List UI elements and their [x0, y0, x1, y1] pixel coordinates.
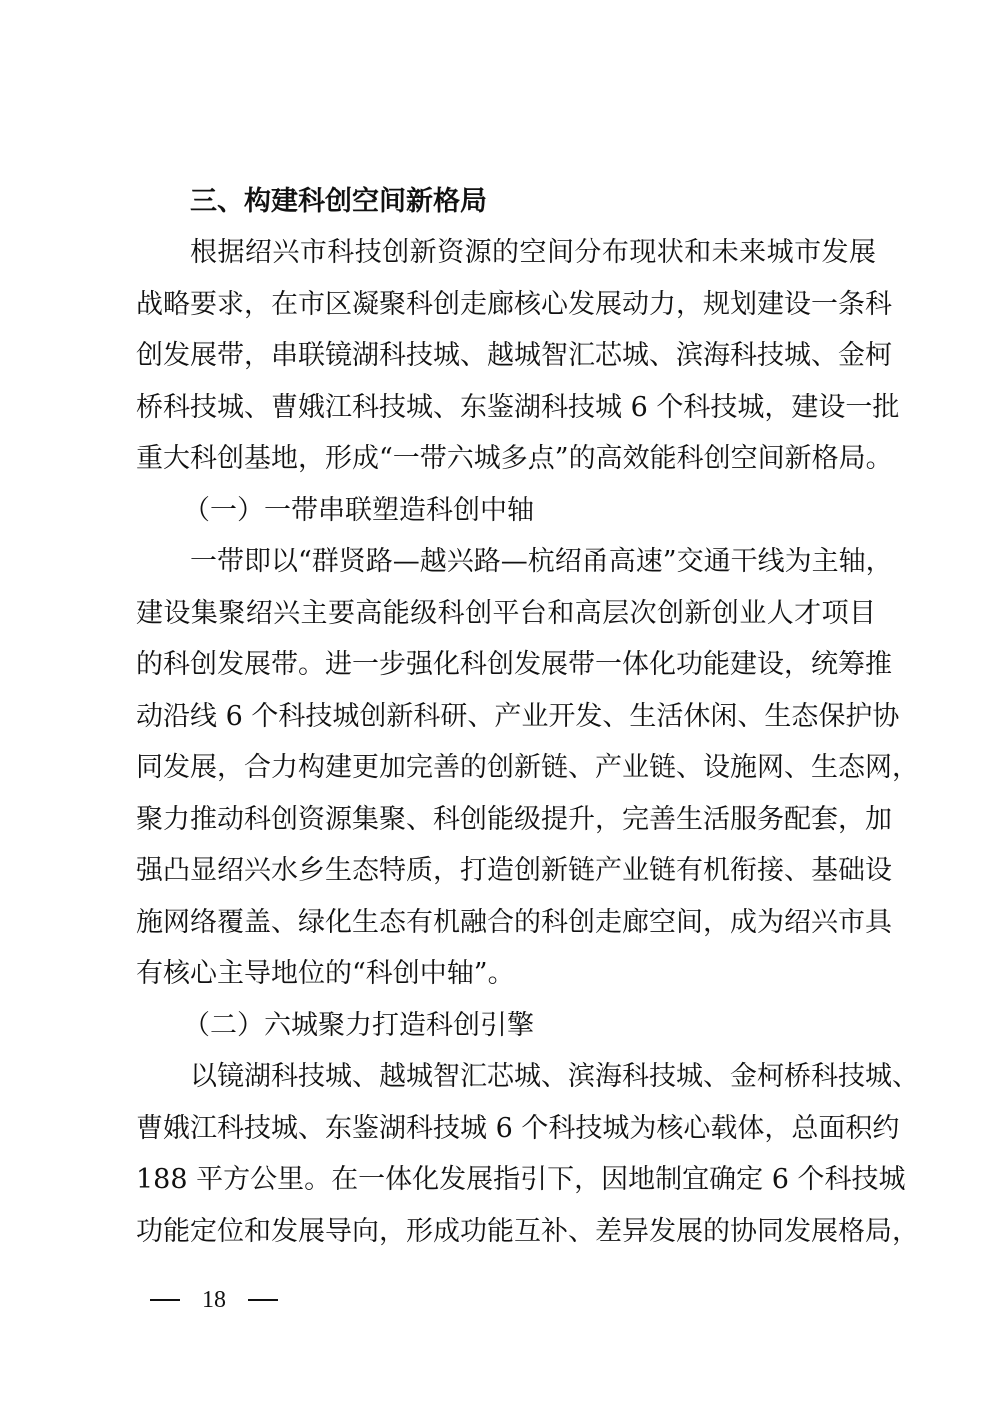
dash-right — [248, 1299, 278, 1301]
paragraph-line: 188 平方公里。在一体化发展指引下，因地制宜确定 6 个科技城 — [136, 1164, 906, 1195]
page-footer — [150, 1282, 278, 1318]
paragraph-line: 施网络覆盖、绿化生态有机融合的科创走廊空间，成为绍兴市具 — [136, 907, 892, 938]
paragraph-line: 战略要求，在市区凝聚科创走廊核心发展动力，规划建设一条科 — [136, 289, 892, 320]
paragraph-line: 重大科创基地，形成“一带六城多点”的高效能科创空间新格局。 — [136, 443, 893, 474]
paragraph-line: 有核心主导地位的“科创中轴”。 — [136, 958, 515, 989]
paragraph-line: 聚力推动科创资源集聚、科创能级提升，完善生活服务配套，加 — [136, 804, 892, 835]
subsection-heading: （一）一带串联塑造科创中轴 — [183, 495, 534, 526]
paragraph-line: 的科创发展带。进一步强化科创发展带一体化功能建设，统筹推 — [136, 649, 892, 680]
paragraph-line: 一带即以“群贤路—越兴路—杭绍甬高速”交通干线为主轴， — [190, 546, 893, 577]
page-number: 18 — [202, 1287, 226, 1313]
section-heading: 三、构建科创空间新格局 — [190, 186, 487, 217]
paragraph-line: 创发展带，串联镜湖科技城、越城智汇芯城、滨海科技城、金柯 — [136, 340, 892, 371]
paragraph-line: 桥科技城、曹娥江科技城、东鉴湖科技城 6 个科技城，建设一批 — [136, 392, 900, 423]
paragraph-line: 曹娥江科技城、东鉴湖科技城 6 个科技城为核心载体，总面积约 — [136, 1113, 900, 1144]
dash-left — [150, 1299, 180, 1301]
paragraph-line: 建设集聚绍兴主要高能级科创平台和高层次创新创业人才项目 — [136, 598, 876, 629]
paragraph-line: 根据绍兴市科技创新资源的空间分布现状和未来城市发展 — [190, 237, 876, 268]
paragraph-line: 以镜湖科技城、越城智汇芯城、滨海科技城、金柯桥科技城、 — [190, 1061, 919, 1092]
paragraph-line: 功能定位和发展导向，形成功能互补、差异发展的协同发展格局， — [136, 1216, 919, 1247]
subsection-heading: （二）六城聚力打造科创引擎 — [183, 1010, 534, 1041]
paragraph-line: 同发展，合力构建更加完善的创新链、产业链、设施网、生态网， — [136, 752, 919, 783]
paragraph-line: 动沿线 6 个科技城创新科研、产业开发、生活休闲、生态保护协 — [136, 701, 900, 732]
paragraph-line: 强凸显绍兴水乡生态特质，打造创新链产业链有机衔接、基础设 — [136, 855, 892, 886]
